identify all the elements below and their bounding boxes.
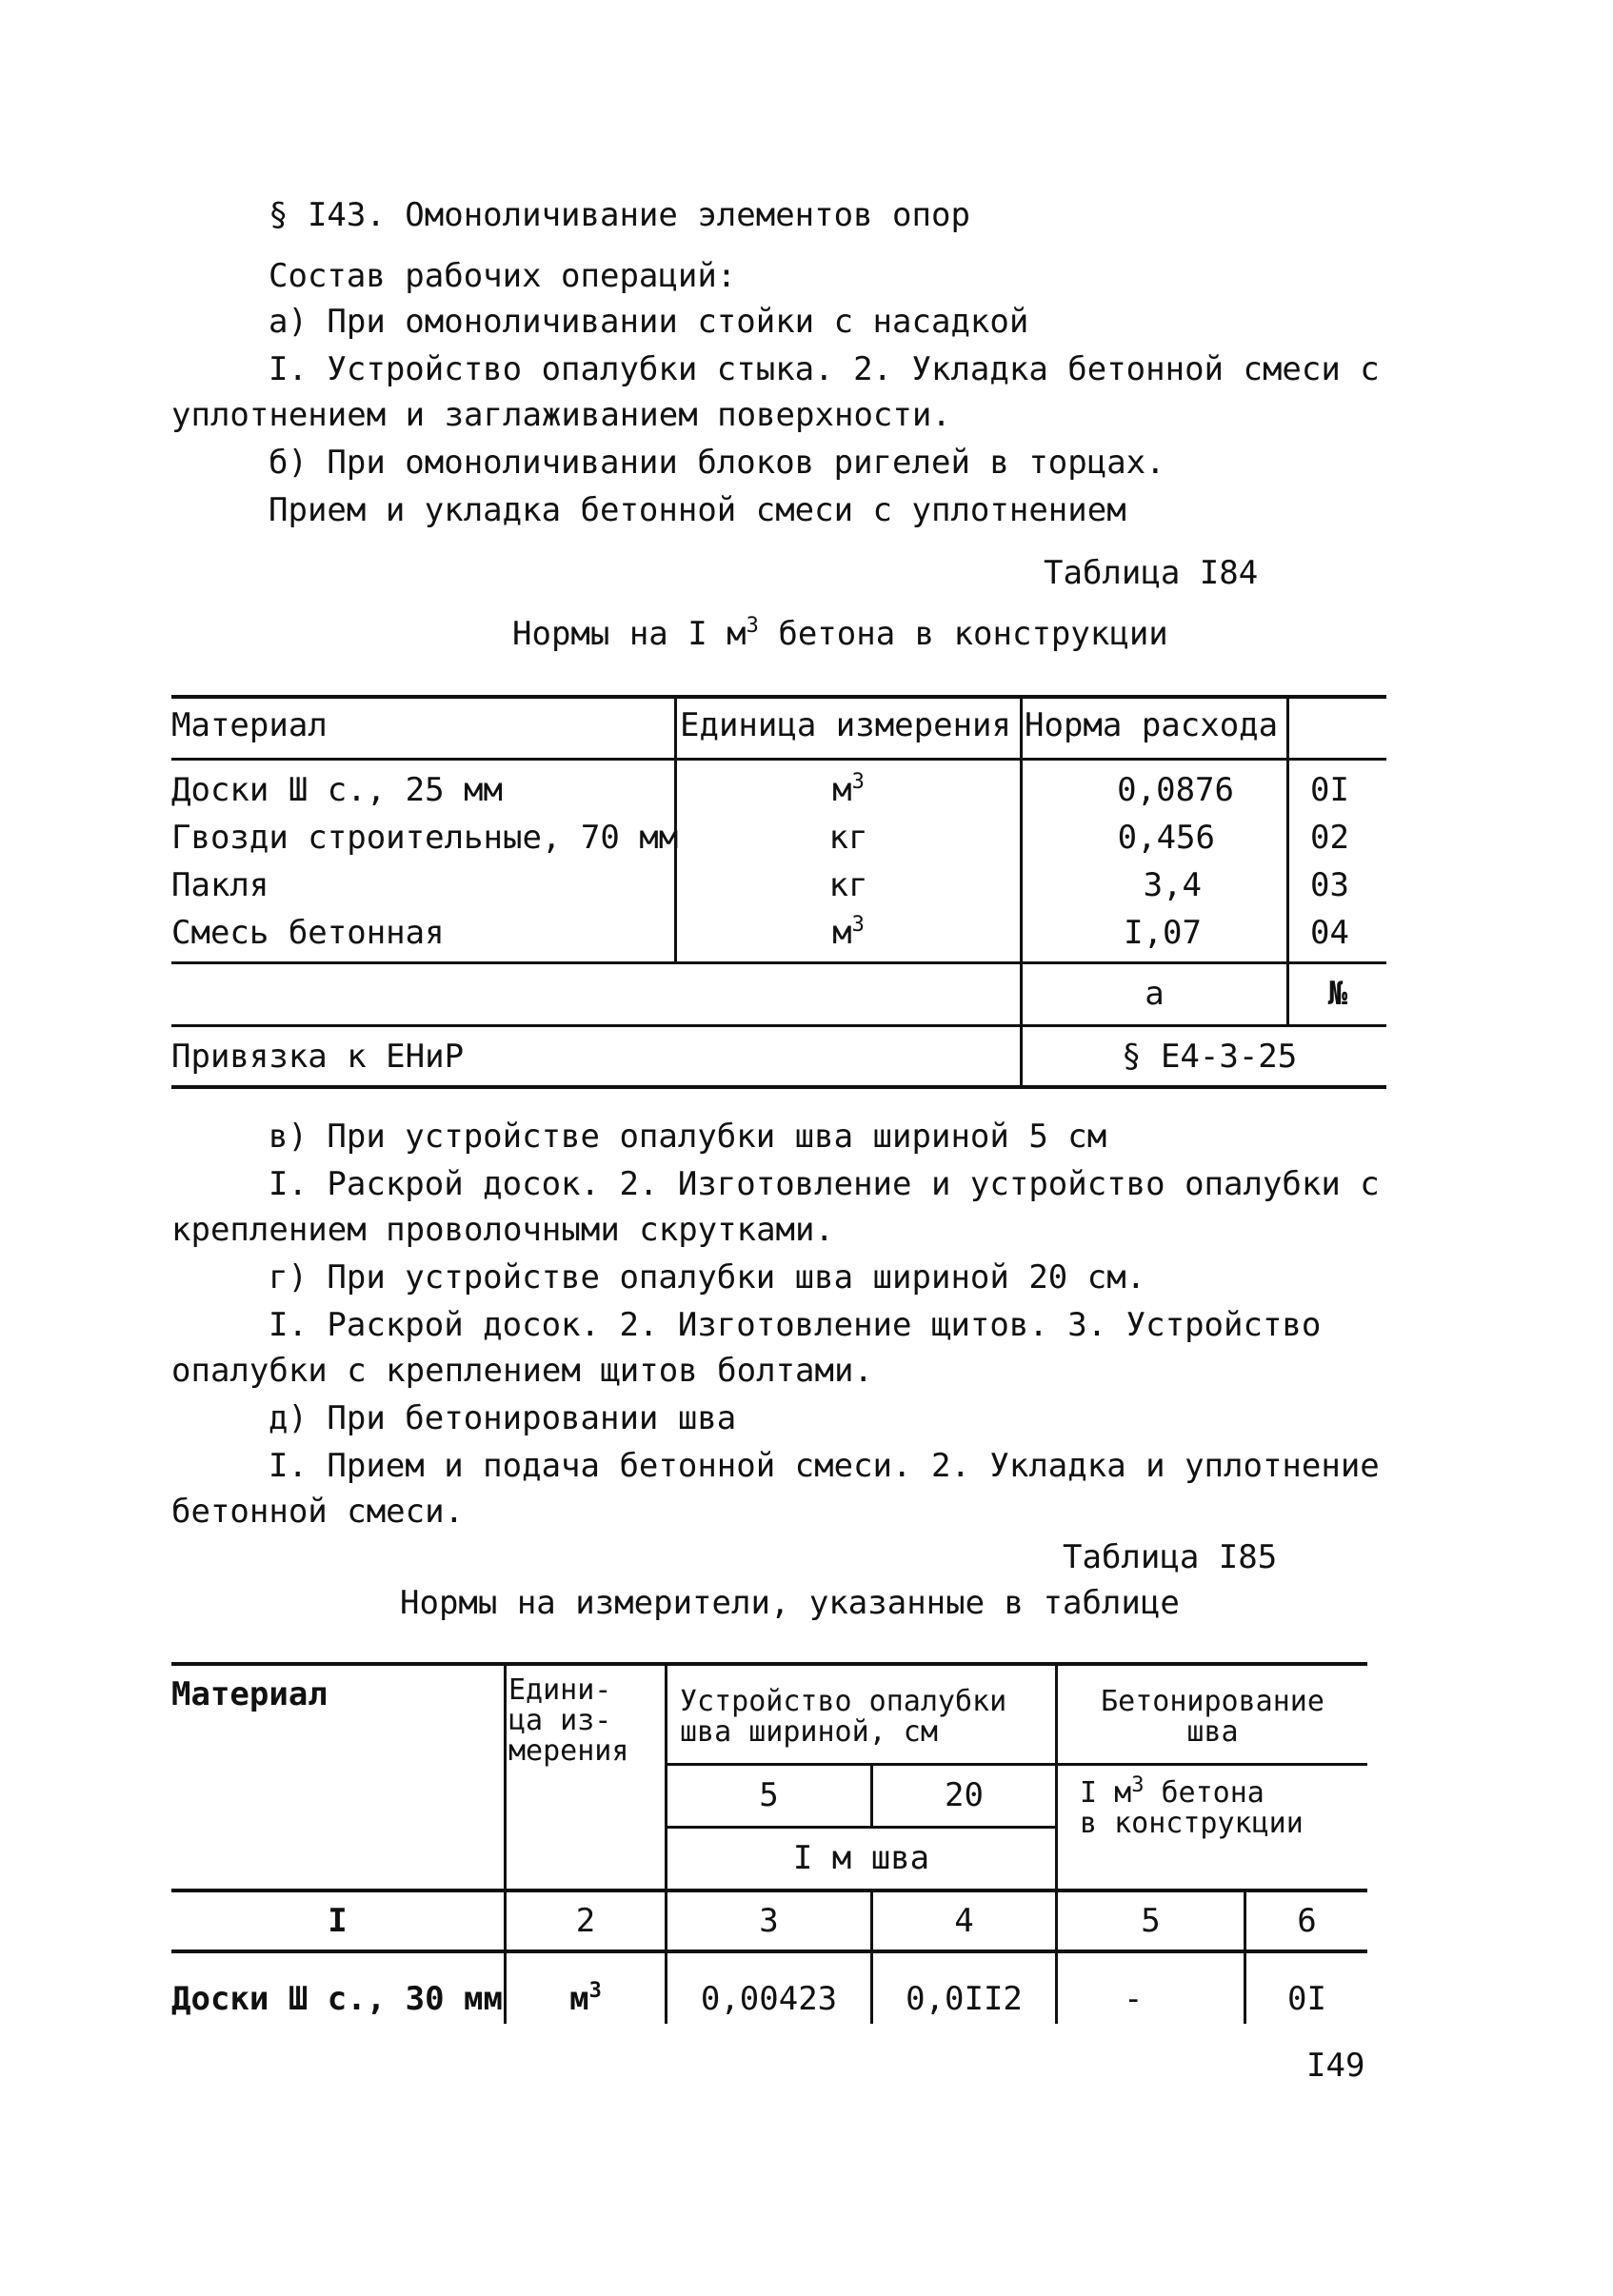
op-g-title: г) При устройстве опалубки шва шириной 20 см.: [269, 1258, 1146, 1296]
ops-heading: Состав рабочих операций:: [269, 257, 737, 295]
t185-h-w5: 5: [759, 1776, 779, 1814]
t184-col-a: а: [1145, 975, 1165, 1013]
t185-r1-unit: $м^3$: [569, 1979, 602, 2018]
t185-colnum-4: 4: [954, 1902, 974, 1940]
th-material: Материал: [171, 706, 328, 744]
op-a-line1: I. Устройство опалубки стыка. 2. Укладка бетонной смеси с: [269, 350, 1380, 388]
section-title: § I43. Омоноличивание элементов опор: [269, 196, 970, 234]
op-b-line1: Прием и укладка бетонной смеси с уплотнением: [269, 491, 1126, 529]
op-b-title: б) При омоноличивании блоков ригелей в торцах.: [269, 444, 1165, 482]
t184-r3-unit: кг: [828, 866, 868, 904]
t184-ref-label: Привязка к ЕНиР: [171, 1038, 465, 1076]
t184-r2-norm: 0,456: [1117, 819, 1215, 857]
t184-ref-value: § Е4-3-25: [1122, 1038, 1298, 1076]
op-g-line2: опалубки с креплением щитов болтами.: [171, 1352, 873, 1390]
t185-colnum-2: 2: [575, 1902, 596, 1940]
th-norm: Норма расхода: [1025, 706, 1279, 744]
t184-r2-code: 02: [1310, 819, 1349, 857]
op-v-line1: I. Раскрой досок. 2. Изготовление и устройство опалубки с: [269, 1165, 1380, 1203]
page-number: I49: [1306, 2047, 1365, 2085]
table184-label: Таблица I84: [1044, 554, 1259, 592]
t185-h-per-m: I м шва: [792, 1839, 930, 1877]
op-g-line1: I. Раскрой досок. 2. Изготовление щитов. 3. Устройство: [269, 1306, 1322, 1344]
t185-h-material: Материал: [171, 1675, 328, 1713]
t185-h-unit-1: Едини-: [508, 1673, 612, 1707]
t185-colnum-1: I: [328, 1902, 348, 1940]
t184-r2-material: Гвозди строительные, 70 мм: [171, 819, 679, 857]
t185-r1-material: Доски Ш с., 30 мм: [171, 1980, 503, 2018]
t184-r1-norm: 0,0876: [1117, 771, 1234, 809]
t185-colnum-3: 3: [759, 1902, 779, 1940]
t184-r4-code: 04: [1310, 914, 1349, 952]
op-d-line2: бетонной смеси.: [171, 1493, 465, 1531]
t184-r3-material: Пакля: [171, 866, 269, 904]
op-v-line2: креплением проволочными скрутками.: [171, 1211, 834, 1249]
t185-h-conc-1: Бетонирование: [1101, 1685, 1324, 1718]
op-a-line2: уплотнением и заглаживанием поверхности.: [171, 396, 951, 434]
op-d-line1: I. Прием и подача бетонной смеси. 2. Укладка и уплотнение: [269, 1447, 1380, 1485]
t185-h-conc-2: шва: [1186, 1715, 1239, 1749]
t185-r1-code: 0I: [1287, 1980, 1326, 2018]
t184-r2-unit: кг: [828, 819, 868, 857]
t185-h-form-1: Устройство опалубки: [680, 1685, 1007, 1718]
t185-r1-v5: 0,00423: [700, 1980, 838, 2018]
t184-r1-material: Доски Ш с., 25 мм: [171, 771, 503, 809]
op-v-title: в) При устройстве опалубки шва шириной 5 см: [269, 1118, 1107, 1156]
t185-colnum-6: 6: [1297, 1902, 1317, 1940]
th-unit: Единица измерения: [680, 706, 1011, 744]
op-d-title: д) При бетонировании шва: [269, 1399, 737, 1437]
table184-caption: Нормы на I $м^3$ бетона в конструкции: [512, 614, 1168, 653]
t185-h-unit-3: мерения: [508, 1734, 629, 1768]
t185-h-conc-4: в конструкции: [1080, 1807, 1304, 1840]
t185-h-w20: 20: [945, 1776, 984, 1814]
t184-r4-norm: I,07: [1124, 914, 1202, 952]
table185-caption: Нормы на измерители, указанные в таблице: [400, 1584, 1180, 1622]
t184-r1-unit: $м^3$: [832, 770, 865, 809]
t185-h-form-2: шва шириной, см: [680, 1715, 938, 1749]
t184-r3-norm: 3,4: [1143, 866, 1202, 904]
t185-h-unit-2: ца из-: [508, 1704, 612, 1737]
t184-r3-code: 03: [1310, 866, 1349, 904]
t185-h-conc-3: I $м^3$ бетона: [1080, 1773, 1265, 1810]
table185-label: Таблица I85: [1063, 1538, 1278, 1576]
t185-colnum-5: 5: [1141, 1902, 1161, 1940]
t184-col-no: №: [1327, 975, 1348, 1013]
t184-r4-unit: $м^3$: [832, 913, 865, 952]
t185-r1-v20: 0,0II2: [906, 1980, 1023, 2018]
t184-r4-material: Смесь бетонная: [171, 914, 445, 952]
op-a-title: а) При омоноличивании стойки с насадкой: [269, 303, 1029, 341]
t185-r1-conc: -: [1124, 1980, 1144, 2018]
t184-r1-code: 0I: [1310, 771, 1349, 809]
